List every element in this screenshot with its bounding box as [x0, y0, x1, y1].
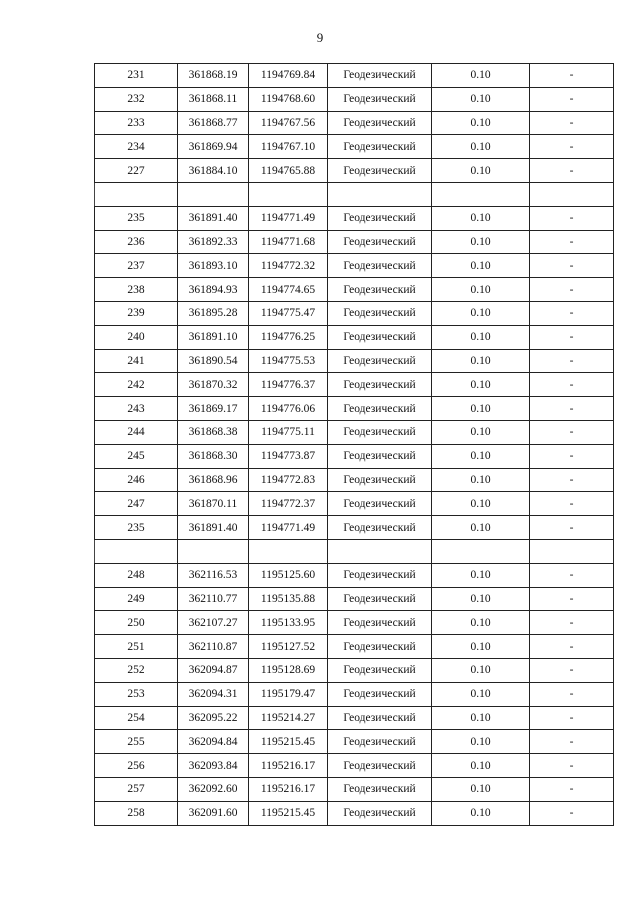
point-number-cell: 239 [95, 301, 178, 325]
description-cell: - [530, 468, 614, 492]
description-cell [530, 539, 614, 563]
table-row [95, 563, 614, 587]
y-coordinate-cell: 1195215.45 [249, 801, 328, 825]
x-coordinate-cell: 361892.33 [178, 230, 249, 254]
method-cell: Геодезический [328, 397, 432, 421]
method-cell: Геодезический [328, 754, 432, 778]
method-cell: Геодезический [328, 64, 432, 88]
method-cell: Геодезический [328, 373, 432, 397]
method-cell: Геодезический [328, 325, 432, 349]
point-number-cell: 238 [95, 278, 178, 302]
method-cell: Геодезический [328, 159, 432, 183]
description-cell: - [530, 587, 614, 611]
point-number-cell: 245 [95, 444, 178, 468]
y-coordinate-cell: 1194768.60 [249, 87, 328, 111]
point-number-cell: 244 [95, 420, 178, 444]
description-cell: - [530, 397, 614, 421]
table-row [95, 539, 614, 563]
description-cell [530, 182, 614, 206]
table-row [95, 182, 614, 206]
method-cell [328, 539, 432, 563]
table-row [95, 397, 614, 421]
description-cell: - [530, 373, 614, 397]
description-cell: - [530, 111, 614, 135]
method-cell: Геодезический [328, 635, 432, 659]
accuracy-cell: 0.10 [432, 682, 530, 706]
point-number-cell: 246 [95, 468, 178, 492]
description-cell: - [530, 635, 614, 659]
method-cell: Геодезический [328, 611, 432, 635]
description-cell: - [530, 325, 614, 349]
table-row [95, 754, 614, 778]
table-row [95, 206, 614, 230]
accuracy-cell: 0.10 [432, 349, 530, 373]
description-cell: - [530, 349, 614, 373]
y-coordinate-cell: 1194772.83 [249, 468, 328, 492]
accuracy-cell: 0.10 [432, 206, 530, 230]
x-coordinate-cell: 362094.87 [178, 658, 249, 682]
table-row [95, 135, 614, 159]
point-number-cell: 236 [95, 230, 178, 254]
point-number-cell: 253 [95, 682, 178, 706]
table-row [95, 349, 614, 373]
description-cell: - [530, 682, 614, 706]
description-cell: - [530, 658, 614, 682]
table-row [95, 373, 614, 397]
x-coordinate-cell: 361868.30 [178, 444, 249, 468]
accuracy-cell: 0.10 [432, 658, 530, 682]
x-coordinate-cell: 361891.10 [178, 325, 249, 349]
x-coordinate-cell: 361884.10 [178, 159, 249, 183]
point-number-cell: 248 [95, 563, 178, 587]
x-coordinate-cell: 361891.40 [178, 516, 249, 540]
point-number-cell: 240 [95, 325, 178, 349]
description-cell: - [530, 135, 614, 159]
table-row [95, 706, 614, 730]
x-coordinate-cell: 362094.31 [178, 682, 249, 706]
y-coordinate-cell: 1195216.17 [249, 777, 328, 801]
point-number-cell: 252 [95, 658, 178, 682]
x-coordinate-cell: 361869.17 [178, 397, 249, 421]
y-coordinate-cell: 1194771.49 [249, 516, 328, 540]
y-coordinate-cell: 1194765.88 [249, 159, 328, 183]
x-coordinate-cell: 362095.22 [178, 706, 249, 730]
y-coordinate-cell: 1195215.45 [249, 730, 328, 754]
method-cell: Геодезический [328, 706, 432, 730]
point-number-cell: 237 [95, 254, 178, 278]
y-coordinate-cell: 1194772.37 [249, 492, 328, 516]
x-coordinate-cell: 361891.40 [178, 206, 249, 230]
description-cell: - [530, 754, 614, 778]
x-coordinate-cell: 361868.11 [178, 87, 249, 111]
table-row [95, 444, 614, 468]
table-row [95, 587, 614, 611]
point-number-cell [95, 182, 178, 206]
description-cell: - [530, 278, 614, 302]
y-coordinate-cell: 1194775.11 [249, 420, 328, 444]
point-number-cell: 256 [95, 754, 178, 778]
method-cell [328, 182, 432, 206]
y-coordinate-cell: 1195128.69 [249, 658, 328, 682]
point-number-cell: 247 [95, 492, 178, 516]
description-cell: - [530, 64, 614, 88]
point-number-cell [95, 539, 178, 563]
accuracy-cell: 0.10 [432, 587, 530, 611]
table-row [95, 254, 614, 278]
x-coordinate-cell: 361894.93 [178, 278, 249, 302]
x-coordinate-cell: 361893.10 [178, 254, 249, 278]
point-number-cell: 241 [95, 349, 178, 373]
x-coordinate-cell: 362093.84 [178, 754, 249, 778]
accuracy-cell: 0.10 [432, 373, 530, 397]
description-cell: - [530, 159, 614, 183]
accuracy-cell: 0.10 [432, 159, 530, 183]
method-cell: Геодезический [328, 444, 432, 468]
y-coordinate-cell [249, 539, 328, 563]
accuracy-cell [432, 539, 530, 563]
x-coordinate-cell: 362110.77 [178, 587, 249, 611]
method-cell: Геодезический [328, 492, 432, 516]
accuracy-cell: 0.10 [432, 301, 530, 325]
y-coordinate-cell [249, 182, 328, 206]
y-coordinate-cell: 1195179.47 [249, 682, 328, 706]
y-coordinate-cell: 1194767.56 [249, 111, 328, 135]
x-coordinate-cell [178, 182, 249, 206]
point-number-cell: 233 [95, 111, 178, 135]
point-number-cell: 258 [95, 801, 178, 825]
accuracy-cell: 0.10 [432, 278, 530, 302]
point-number-cell: 231 [95, 64, 178, 88]
description-cell: - [530, 87, 614, 111]
point-number-cell: 257 [95, 777, 178, 801]
accuracy-cell: 0.10 [432, 135, 530, 159]
accuracy-cell: 0.10 [432, 563, 530, 587]
point-number-cell: 235 [95, 206, 178, 230]
description-cell: - [530, 444, 614, 468]
method-cell: Геодезический [328, 777, 432, 801]
method-cell: Геодезический [328, 87, 432, 111]
description-cell: - [530, 230, 614, 254]
accuracy-cell: 0.10 [432, 801, 530, 825]
point-number-cell: 242 [95, 373, 178, 397]
accuracy-cell [432, 182, 530, 206]
x-coordinate-cell: 362107.27 [178, 611, 249, 635]
description-cell: - [530, 516, 614, 540]
accuracy-cell: 0.10 [432, 111, 530, 135]
y-coordinate-cell: 1195125.60 [249, 563, 328, 587]
accuracy-cell: 0.10 [432, 254, 530, 278]
method-cell: Геодезический [328, 658, 432, 682]
table-row [95, 87, 614, 111]
table-row [95, 635, 614, 659]
accuracy-cell: 0.10 [432, 397, 530, 421]
x-coordinate-cell: 361895.28 [178, 301, 249, 325]
x-coordinate-cell: 361868.77 [178, 111, 249, 135]
point-number-cell: 249 [95, 587, 178, 611]
point-number-cell: 234 [95, 135, 178, 159]
x-coordinate-cell: 361868.19 [178, 64, 249, 88]
method-cell: Геодезический [328, 230, 432, 254]
y-coordinate-cell: 1195133.95 [249, 611, 328, 635]
y-coordinate-cell: 1195127.52 [249, 635, 328, 659]
point-number-cell: 255 [95, 730, 178, 754]
y-coordinate-cell: 1194769.84 [249, 64, 328, 88]
x-coordinate-cell: 362116.53 [178, 563, 249, 587]
description-cell: - [530, 301, 614, 325]
coordinates-table [94, 63, 614, 826]
table-row [95, 325, 614, 349]
x-coordinate-cell [178, 539, 249, 563]
description-cell: - [530, 801, 614, 825]
y-coordinate-cell: 1195216.17 [249, 754, 328, 778]
table-row [95, 801, 614, 825]
point-number-cell: 250 [95, 611, 178, 635]
x-coordinate-cell: 362094.84 [178, 730, 249, 754]
table-row [95, 492, 614, 516]
method-cell: Геодезический [328, 278, 432, 302]
table-row [95, 777, 614, 801]
accuracy-cell: 0.10 [432, 87, 530, 111]
accuracy-cell: 0.10 [432, 468, 530, 492]
method-cell: Геодезический [328, 135, 432, 159]
point-number-cell: 235 [95, 516, 178, 540]
method-cell: Геодезический [328, 420, 432, 444]
method-cell: Геодезический [328, 301, 432, 325]
method-cell: Геодезический [328, 254, 432, 278]
y-coordinate-cell: 1194775.53 [249, 349, 328, 373]
accuracy-cell: 0.10 [432, 611, 530, 635]
y-coordinate-cell: 1195135.88 [249, 587, 328, 611]
table-row [95, 230, 614, 254]
x-coordinate-cell: 361890.54 [178, 349, 249, 373]
y-coordinate-cell: 1194767.10 [249, 135, 328, 159]
x-coordinate-cell: 361868.38 [178, 420, 249, 444]
description-cell: - [530, 254, 614, 278]
x-coordinate-cell: 361868.96 [178, 468, 249, 492]
description-cell: - [530, 420, 614, 444]
accuracy-cell: 0.10 [432, 64, 530, 88]
accuracy-cell: 0.10 [432, 444, 530, 468]
description-cell: - [530, 730, 614, 754]
page-number: 9 [316, 30, 324, 45]
accuracy-cell: 0.10 [432, 635, 530, 659]
table-row [95, 420, 614, 444]
method-cell: Геодезический [328, 682, 432, 706]
y-coordinate-cell: 1194776.25 [249, 325, 328, 349]
table-row [95, 658, 614, 682]
method-cell: Геодезический [328, 730, 432, 754]
method-cell: Геодезический [328, 563, 432, 587]
x-coordinate-cell: 361870.11 [178, 492, 249, 516]
coordinates-table-body [95, 64, 614, 826]
y-coordinate-cell: 1194776.06 [249, 397, 328, 421]
x-coordinate-cell: 361870.32 [178, 373, 249, 397]
accuracy-cell: 0.10 [432, 754, 530, 778]
accuracy-cell: 0.10 [432, 730, 530, 754]
table-row [95, 301, 614, 325]
accuracy-cell: 0.10 [432, 492, 530, 516]
y-coordinate-cell: 1194776.37 [249, 373, 328, 397]
x-coordinate-cell: 361869.94 [178, 135, 249, 159]
description-cell: - [530, 777, 614, 801]
method-cell: Геодезический [328, 349, 432, 373]
table-row [95, 64, 614, 88]
description-cell: - [530, 563, 614, 587]
accuracy-cell: 0.10 [432, 706, 530, 730]
method-cell: Геодезический [328, 516, 432, 540]
method-cell: Геодезический [328, 468, 432, 492]
x-coordinate-cell: 362092.60 [178, 777, 249, 801]
point-number-cell: 227 [95, 159, 178, 183]
table-row [95, 468, 614, 492]
method-cell: Геодезический [328, 206, 432, 230]
table-row [95, 682, 614, 706]
point-number-cell: 254 [95, 706, 178, 730]
y-coordinate-cell: 1194775.47 [249, 301, 328, 325]
accuracy-cell: 0.10 [432, 516, 530, 540]
description-cell: - [530, 611, 614, 635]
x-coordinate-cell: 362091.60 [178, 801, 249, 825]
y-coordinate-cell: 1194773.87 [249, 444, 328, 468]
method-cell: Геодезический [328, 801, 432, 825]
x-coordinate-cell: 362110.87 [178, 635, 249, 659]
description-cell: - [530, 492, 614, 516]
table-row [95, 611, 614, 635]
method-cell: Геодезический [328, 587, 432, 611]
y-coordinate-cell: 1194771.68 [249, 230, 328, 254]
table-row [95, 516, 614, 540]
description-cell: - [530, 206, 614, 230]
table-row [95, 111, 614, 135]
method-cell: Геодезический [328, 111, 432, 135]
accuracy-cell: 0.10 [432, 230, 530, 254]
table-row [95, 730, 614, 754]
table-row [95, 278, 614, 302]
accuracy-cell: 0.10 [432, 325, 530, 349]
point-number-cell: 232 [95, 87, 178, 111]
y-coordinate-cell: 1194772.32 [249, 254, 328, 278]
accuracy-cell: 0.10 [432, 420, 530, 444]
table-row [95, 159, 614, 183]
y-coordinate-cell: 1194774.65 [249, 278, 328, 302]
y-coordinate-cell: 1194771.49 [249, 206, 328, 230]
point-number-cell: 243 [95, 397, 178, 421]
description-cell: - [530, 706, 614, 730]
accuracy-cell: 0.10 [432, 777, 530, 801]
y-coordinate-cell: 1195214.27 [249, 706, 328, 730]
point-number-cell: 251 [95, 635, 178, 659]
